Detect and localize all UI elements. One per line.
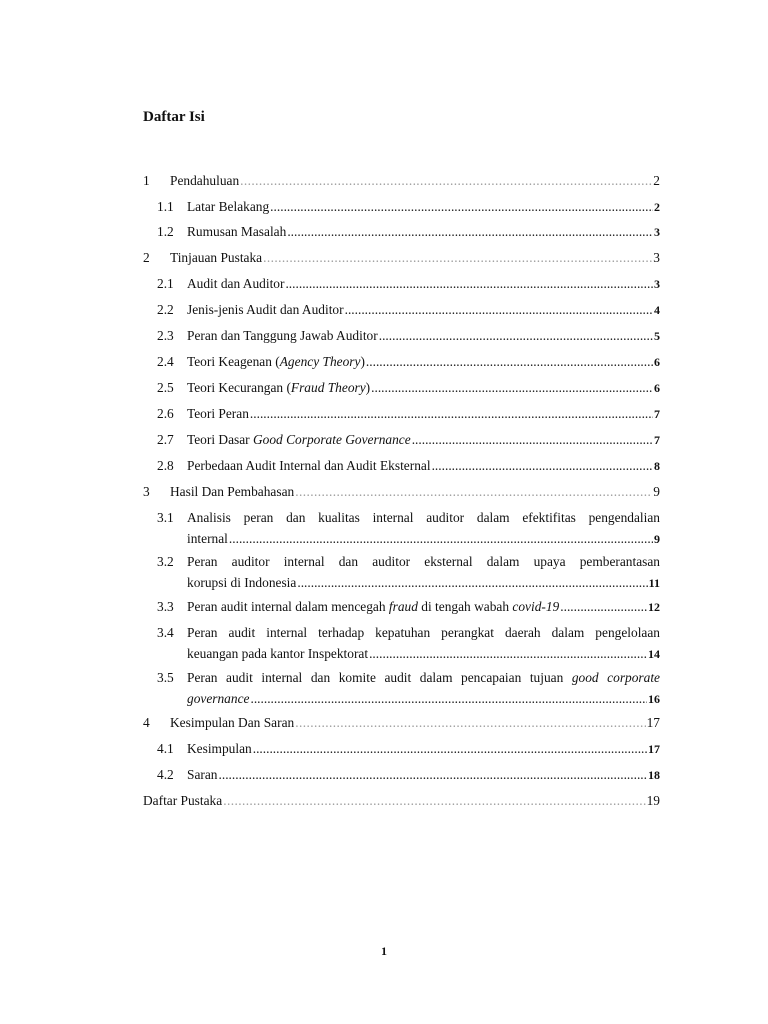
toc-entry-3[interactable] [143, 481, 660, 502]
toc-number: 3.5 [157, 670, 174, 685]
toc-number: 1 [143, 173, 150, 188]
toc-entry-2-4[interactable] [157, 351, 660, 373]
toc-title-line2: governance [187, 691, 250, 706]
toc-entry-1-1[interactable] [157, 196, 660, 218]
toc-number: 4 [143, 715, 150, 730]
toc-page: 11 [648, 576, 660, 590]
toc-page: 6 [654, 355, 660, 369]
toc-page: 12 [648, 600, 660, 614]
toc-page: 9 [654, 532, 660, 546]
toc-entry-3-2[interactable] [157, 551, 660, 594]
toc-entry-3-5[interactable] [157, 667, 660, 710]
toc-entry-4-1[interactable] [157, 738, 660, 760]
toc-number: 2.3 [157, 328, 174, 343]
toc-entry-4[interactable] [143, 712, 660, 733]
toc-page: 2 [654, 200, 660, 214]
toc-leader [369, 643, 647, 664]
toc-title: Audit dan Auditor [187, 276, 285, 291]
toc-entry-1[interactable] [143, 170, 660, 191]
toc-page: 18 [648, 768, 660, 782]
toc-title: Peran dan Tanggung Jawab Auditor [187, 328, 378, 343]
toc-title-line2: korupsi di Indonesia [187, 575, 297, 590]
toc-number: 3.2 [157, 554, 174, 569]
toc-entry-2-3[interactable] [157, 325, 660, 347]
toc-title-line1: Peran auditor internal dan auditor eksternal dalam upaya pemberantasan [187, 554, 660, 569]
page-number: 1 [381, 944, 387, 958]
toc-page: 17 [648, 742, 660, 756]
toc-leader [263, 247, 652, 268]
toc-number: 3.3 [157, 599, 174, 614]
toc-leader [366, 351, 653, 372]
toc-page: 6 [654, 381, 660, 395]
toc-number: 4.1 [157, 741, 174, 756]
toc-page: 17 [646, 715, 660, 730]
toc-leader [371, 377, 653, 398]
toc-entry-references[interactable] [143, 790, 660, 811]
toc-title: Teori Keagenan (Agency Theory) [187, 354, 365, 369]
toc-entry-2-6[interactable] [157, 403, 660, 425]
toc-page: 9 [653, 484, 660, 499]
toc-number: 2.5 [157, 380, 174, 395]
toc-leader [295, 712, 645, 733]
toc-leader [560, 596, 647, 617]
toc-title-line1: Peran audit internal dan komite audit dalam pencapaian tujuan good corporate [187, 670, 660, 685]
toc-title-line1: Analisis peran dan kualitas internal auditor dalam efektifitas pengendalian [187, 510, 660, 525]
toc-entry-4-2[interactable] [157, 764, 660, 786]
toc-page: 3 [654, 277, 660, 291]
toc-title: Perbedaan Audit Internal dan Audit Eksternal [187, 458, 431, 473]
toc-title: Daftar Pustaka [143, 793, 223, 808]
toc-entry-2[interactable] [143, 247, 660, 268]
toc-leader [250, 688, 647, 709]
toc-number: 2.6 [157, 406, 174, 421]
toc-leader [345, 299, 653, 320]
toc-page: 19 [646, 793, 660, 808]
toc-entry-2-8[interactable] [157, 455, 660, 477]
toc-page: 3 [653, 250, 660, 265]
toc-title: Teori Peran [187, 406, 249, 421]
toc-title-line1: Peran audit internal terhadap kepatuhan perangkat daerah dalam pengelolaan [187, 625, 660, 640]
toc-leader [285, 273, 653, 294]
toc-entry-2-7[interactable] [157, 429, 660, 451]
toc-leader [297, 572, 647, 593]
toc-number: 2.1 [157, 276, 174, 291]
toc-number: 2.4 [157, 354, 174, 369]
toc-page: 2 [653, 173, 660, 188]
toc-number: 2 [143, 250, 150, 265]
toc-entry-2-1[interactable] [157, 273, 660, 295]
toc-title: Jenis-jenis Audit dan Auditor [187, 302, 344, 317]
toc-number: 2.7 [157, 432, 174, 447]
toc-leader [287, 221, 653, 242]
toc-entry-3-4[interactable] [157, 622, 660, 665]
toc-leader [223, 790, 645, 811]
toc-page: 7 [654, 433, 660, 447]
toc-page: 5 [654, 329, 660, 343]
toc-leader [379, 325, 653, 346]
toc-title: Teori Dasar Good Corporate Governance [187, 432, 411, 447]
toc-title: Rumusan Masalah [187, 224, 287, 239]
toc-number: 2.2 [157, 302, 174, 317]
toc-entry-3-3[interactable] [157, 596, 660, 618]
toc-entry-2-5[interactable] [157, 377, 660, 399]
toc-title: Pendahuluan [170, 173, 240, 188]
toc-page: 8 [654, 459, 660, 473]
toc-entry-3-1[interactable] [157, 507, 660, 550]
page-title: Daftar Isi [143, 109, 205, 125]
toc-leader [432, 455, 653, 476]
toc-leader [295, 481, 652, 502]
toc-leader [250, 403, 653, 424]
toc-leader [253, 738, 647, 759]
toc-number: 4.2 [157, 767, 174, 782]
toc-leader [219, 764, 648, 785]
toc-number: 1.1 [157, 199, 174, 214]
toc-number: 3 [143, 484, 150, 499]
toc-entry-2-2[interactable] [157, 299, 660, 321]
toc-title: Peran audit internal dalam mencegah fraud di tengah wabah covid-19 [187, 599, 560, 614]
toc-title-line2: internal [187, 531, 228, 546]
toc-leader [412, 429, 653, 450]
toc-leader [270, 196, 653, 217]
toc-title: Tinjauan Pustaka [170, 250, 263, 265]
toc-title: Kesimpulan Dan Saran [170, 715, 295, 730]
toc-page: 16 [648, 692, 660, 706]
toc-number: 2.8 [157, 458, 174, 473]
toc-page: 7 [654, 407, 660, 421]
toc-leader [240, 170, 652, 191]
toc-title: Latar Belakang [187, 199, 270, 214]
toc-page: 4 [654, 303, 660, 317]
toc-title-line2: keuangan pada kantor Inspektorat [187, 646, 369, 661]
toc-number: 1.2 [157, 224, 174, 239]
toc-title: Teori Kecurangan (Fraud Theory) [187, 380, 371, 395]
toc-page: 14 [648, 647, 660, 661]
toc-page: 3 [654, 225, 660, 239]
toc-title: Kesimpulan [187, 741, 252, 756]
toc-leader [229, 528, 653, 549]
toc-title: Hasil Dan Pembahasan [170, 484, 295, 499]
toc-number: 3.1 [157, 510, 174, 525]
toc-entry-1-2[interactable] [157, 221, 660, 243]
toc-number: 3.4 [157, 625, 174, 640]
toc-title: Saran [187, 767, 218, 782]
